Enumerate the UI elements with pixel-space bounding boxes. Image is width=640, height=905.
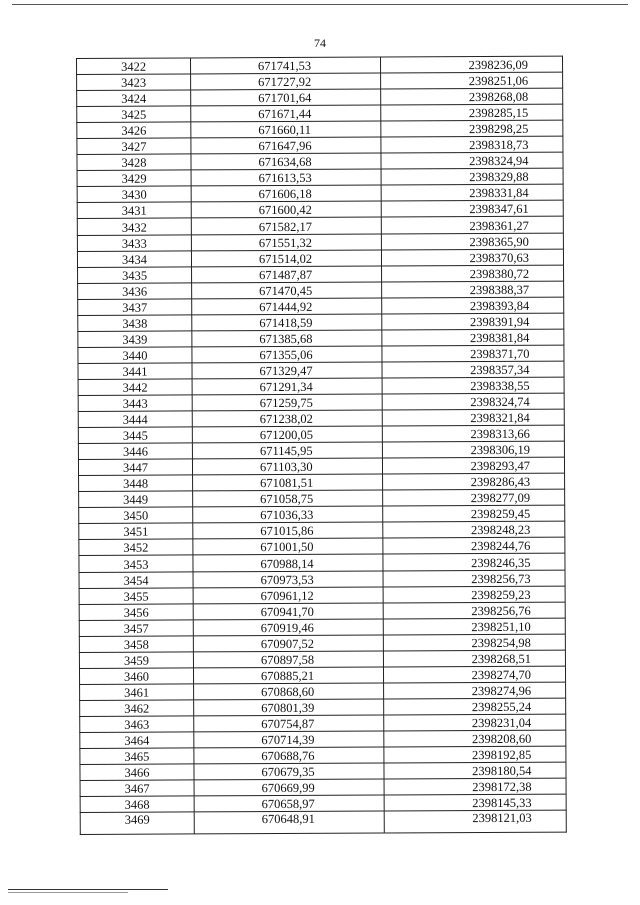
table-row [78,313,564,331]
y-coordinate-cell: 2398256,76 [383,602,565,619]
x-coordinate-cell: 670973,53 [193,571,383,588]
point-number-cell: 3432 [77,218,191,235]
point-number-cell: 3426 [77,122,191,139]
table-row [80,794,566,812]
y-coordinate-cell: 2398365,90 [381,233,563,250]
y-coordinate-cell: 2398285,15 [381,104,563,121]
y-coordinate-cell: 2398246,35 [383,554,565,571]
x-coordinate-cell: 670648,91 [194,811,384,834]
point-number-cell: 3449 [79,491,193,508]
table-row [80,810,566,834]
point-number-cell: 3453 [79,555,193,572]
table-row [78,361,564,379]
point-number-cell: 3444 [78,411,192,428]
point-number-cell: 3427 [77,138,191,155]
point-number-cell: 3430 [77,186,191,203]
point-number-cell: 3463 [80,716,194,733]
footer-rule-faint [8,892,128,893]
table-row [78,377,564,395]
x-coordinate-cell: 670919,46 [193,619,383,636]
y-coordinate-cell: 2398298,25 [381,120,563,137]
x-coordinate-cell: 671582,17 [191,217,381,234]
table-row [77,56,563,74]
x-coordinate-cell: 671081,51 [193,474,383,491]
point-number-cell: 3464 [80,732,194,749]
y-coordinate-cell: 2398370,63 [381,249,563,266]
y-coordinate-cell: 2398321,84 [382,409,564,426]
y-coordinate-cell: 2398180,54 [384,762,566,779]
x-coordinate-cell: 671647,96 [191,137,381,154]
y-coordinate-cell: 2398274,70 [383,666,565,683]
table-row [78,297,564,315]
y-coordinate-cell: 2398248,23 [383,521,565,538]
x-coordinate-cell: 670754,87 [194,715,384,732]
x-coordinate-cell: 671660,11 [191,121,381,138]
point-number-cell: 3436 [78,283,192,300]
point-number-cell: 3456 [79,604,193,621]
y-coordinate-cell: 2398145,33 [384,794,566,811]
x-coordinate-cell: 671238,02 [192,410,382,427]
x-coordinate-cell: 670688,76 [194,747,384,764]
table-row [78,393,564,411]
table-row [79,521,565,539]
point-number-cell: 3431 [77,202,191,219]
y-coordinate-cell: 2398357,34 [382,361,564,378]
point-number-cell: 3445 [78,427,192,444]
table-row [79,586,565,604]
y-coordinate-cell: 2398318,73 [381,136,563,153]
x-coordinate-cell: 671329,47 [192,362,382,379]
table-row [77,233,563,251]
point-number-cell: 3429 [77,170,191,187]
y-coordinate-cell: 2398306,19 [382,441,564,458]
y-coordinate-cell: 2398268,08 [381,88,563,105]
x-coordinate-cell: 671259,75 [192,394,382,411]
y-coordinate-cell: 2398329,88 [381,168,563,185]
table-row [80,730,566,748]
coordinates-table [76,56,567,836]
x-coordinate-cell: 671487,87 [192,266,382,283]
x-coordinate-cell: 671470,45 [192,282,382,299]
y-coordinate-cell: 2398208,60 [384,730,566,747]
point-number-cell: 3437 [78,299,192,316]
y-coordinate-cell: 2398277,09 [383,489,565,506]
y-coordinate-cell: 2398381,84 [382,329,564,346]
y-coordinate-cell: 2398393,84 [382,297,564,314]
x-coordinate-cell: 670885,21 [193,667,383,684]
x-coordinate-cell: 670897,58 [193,651,383,668]
table-row [77,136,563,154]
x-coordinate-cell: 671200,05 [192,426,382,443]
y-coordinate-cell: 2398313,66 [382,425,564,442]
x-coordinate-cell: 671001,50 [193,538,383,555]
point-number-cell: 3439 [78,331,192,348]
y-coordinate-cell: 2398361,27 [381,217,563,234]
point-number-cell: 3425 [77,106,191,123]
x-coordinate-cell: 671444,92 [192,298,382,315]
y-coordinate-cell: 2398347,61 [381,201,563,218]
coordinates-table-wrapper [76,56,567,836]
y-coordinate-cell: 2398391,94 [382,313,564,330]
table-row [78,281,564,299]
table-row [79,618,565,636]
table-row [77,120,563,138]
y-coordinate-cell: 2398293,47 [382,457,564,474]
table-row [77,88,563,106]
point-number-cell: 3447 [78,459,192,476]
table-row [79,602,565,620]
point-number-cell: 3443 [78,395,192,412]
x-coordinate-cell: 671606,18 [191,185,381,202]
y-coordinate-cell: 2398268,51 [383,650,565,667]
table-row [79,554,565,572]
y-coordinate-cell: 2398259,45 [383,505,565,522]
table-row [79,666,565,684]
y-coordinate-cell: 2398324,74 [382,393,564,410]
table-row [77,152,563,170]
y-coordinate-cell: 2398338,55 [382,377,564,394]
x-coordinate-cell: 671103,30 [192,458,382,475]
table-row [77,72,563,90]
x-coordinate-cell: 670658,97 [194,795,384,812]
y-coordinate-cell: 2398236,09 [380,56,562,73]
table-row [78,329,564,347]
point-number-cell: 3462 [80,700,194,717]
x-coordinate-cell: 671058,75 [193,490,383,507]
point-number-cell: 3433 [77,234,191,251]
table-row [77,249,563,267]
point-number-cell: 3465 [80,748,194,765]
table-row [78,409,564,427]
point-number-cell: 3441 [78,363,192,380]
point-number-cell: 3461 [80,684,194,701]
y-coordinate-cell: 2398254,98 [383,634,565,651]
y-coordinate-cell: 2398388,37 [382,281,564,298]
point-number-cell: 3424 [77,90,191,107]
footer-rule [8,889,168,890]
y-coordinate-cell: 2398274,96 [384,682,566,699]
x-coordinate-cell: 671741,53 [191,57,381,74]
point-number-cell: 3467 [80,780,194,797]
point-number-cell: 3466 [80,764,194,781]
x-coordinate-cell: 671613,53 [191,169,381,186]
y-coordinate-cell: 2398371,70 [382,345,564,362]
table-row [78,425,564,443]
y-coordinate-cell: 2398244,76 [383,538,565,555]
table-row [78,441,564,459]
point-number-cell: 3458 [79,636,193,653]
x-coordinate-cell: 671727,92 [191,73,381,90]
x-coordinate-cell: 671355,06 [192,346,382,363]
x-coordinate-cell: 670907,52 [193,635,383,652]
y-coordinate-cell: 2398251,06 [381,72,563,89]
table-row [77,104,563,122]
table-row [79,570,565,588]
table-row [79,489,565,507]
table-row [80,746,566,764]
point-number-cell: 3452 [79,539,193,556]
table-row [80,778,566,796]
x-coordinate-cell: 671600,42 [191,201,381,218]
point-number-cell: 3450 [79,507,193,524]
table-row [79,538,565,556]
table-row [78,457,564,475]
table-row [79,505,565,523]
table-row [79,650,565,668]
y-coordinate-cell: 2398172,38 [384,778,566,795]
page-number: 74 [314,36,326,50]
table-row [80,714,566,732]
point-number-cell: 3435 [78,267,192,284]
table-row [77,217,563,235]
x-coordinate-cell: 671015,86 [193,522,383,539]
point-number-cell: 3440 [78,347,192,364]
y-coordinate-cell: 2398259,23 [383,586,565,603]
table-row [80,682,566,700]
point-number-cell: 3438 [78,315,192,332]
y-coordinate-cell: 2398380,72 [382,265,564,282]
x-coordinate-cell: 671145,95 [192,442,382,459]
y-coordinate-cell: 2398286,43 [383,473,565,490]
point-number-cell: 3460 [79,668,193,685]
table-row [77,201,563,219]
point-number-cell: 3451 [79,523,193,540]
x-coordinate-cell: 671036,33 [193,506,383,523]
table-row [77,168,563,186]
x-coordinate-cell: 671671,44 [191,105,381,122]
x-coordinate-cell: 670868,60 [194,683,384,700]
y-coordinate-cell: 2398231,04 [384,714,566,731]
y-coordinate-cell: 2398121,03 [384,810,566,833]
x-coordinate-cell: 671291,34 [192,378,382,395]
table-row [80,762,566,780]
y-coordinate-cell: 2398331,84 [381,184,563,201]
point-number-cell: 3454 [79,571,193,588]
x-coordinate-cell: 670714,39 [194,731,384,748]
x-coordinate-cell: 670679,35 [194,763,384,780]
point-number-cell: 3446 [78,443,192,460]
point-number-cell: 3448 [79,475,193,492]
x-coordinate-cell: 670988,14 [193,554,383,571]
point-number-cell: 3457 [79,620,193,637]
point-number-cell: 3455 [79,587,193,604]
y-coordinate-cell: 2398255,24 [384,698,566,715]
x-coordinate-cell: 670801,39 [194,699,384,716]
table-row [78,265,564,283]
table-row [79,634,565,652]
x-coordinate-cell: 670669,99 [194,779,384,796]
x-coordinate-cell: 671514,02 [191,250,381,267]
x-coordinate-cell: 671701,64 [191,89,381,106]
point-number-cell: 3459 [79,652,193,669]
x-coordinate-cell: 670941,70 [193,603,383,620]
point-number-cell: 3428 [77,154,191,171]
x-coordinate-cell: 671551,32 [191,234,381,251]
y-coordinate-cell: 2398192,85 [384,746,566,763]
x-coordinate-cell: 671418,59 [192,314,382,331]
y-coordinate-cell: 2398256,73 [383,570,565,587]
table-row [80,698,566,716]
point-number-cell: 3422 [77,58,191,75]
table-row [79,473,565,491]
x-coordinate-cell: 671634,68 [191,153,381,170]
point-number-cell: 3442 [78,379,192,396]
point-number-cell: 3434 [77,251,191,268]
point-number-cell: 3469 [80,812,194,835]
top-rule [12,4,628,5]
y-coordinate-cell: 2398251,10 [383,618,565,635]
table-row [77,184,563,202]
point-number-cell: 3423 [77,74,191,91]
table-row [78,345,564,363]
x-coordinate-cell: 670961,12 [193,587,383,604]
y-coordinate-cell: 2398324,94 [381,152,563,169]
x-coordinate-cell: 671385,68 [192,330,382,347]
point-number-cell: 3468 [80,796,194,813]
